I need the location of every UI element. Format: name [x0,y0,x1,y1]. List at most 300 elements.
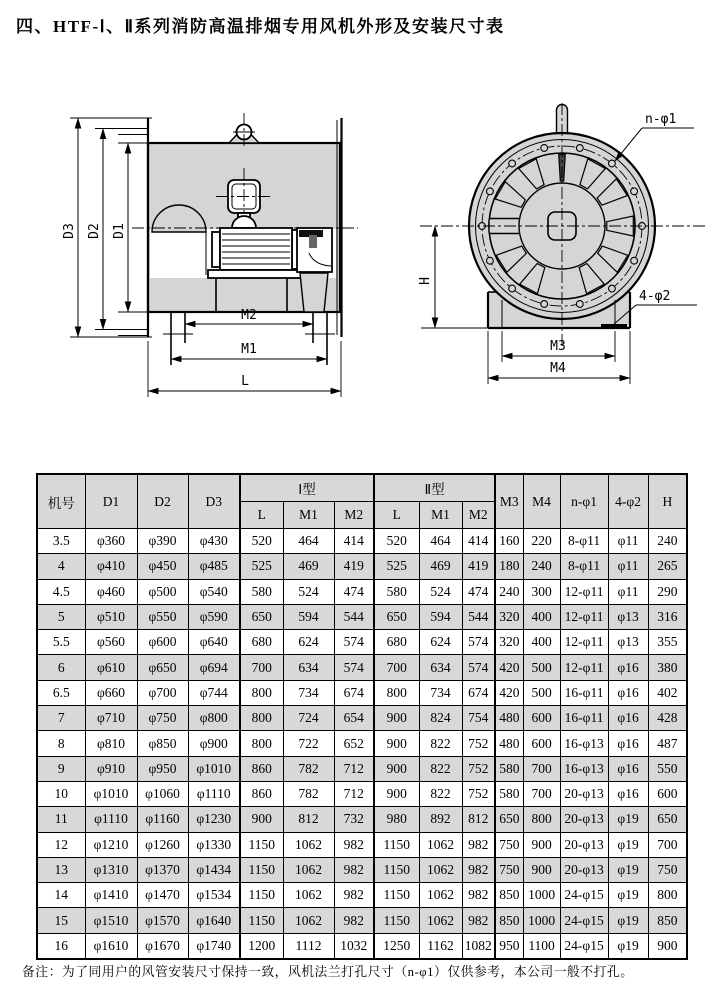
header-d2: D2 [137,474,188,529]
table-cell: 634 [419,655,462,680]
table-cell: 782 [283,756,334,781]
table-cell: φ710 [85,706,137,731]
table-cell: 1150 [374,908,419,933]
table-cell: 850 [648,908,687,933]
table-cell: 700 [240,655,283,680]
table-cell: 474 [462,579,495,604]
table-cell: φ1670 [137,933,188,959]
table-cell: 400 [523,604,560,629]
table-cell: 414 [334,529,374,554]
table-cell: 525 [240,554,283,579]
table-cell: 20-φ13 [560,807,608,832]
header-d3: D3 [188,474,240,529]
table-cell: 580 [374,579,419,604]
table-cell: 3.5 [37,529,85,554]
table-cell: 900 [523,832,560,857]
table-cell: φ16 [608,706,648,731]
table-cell: 574 [334,655,374,680]
table-row [37,933,687,959]
table-cell: φ1434 [188,857,240,882]
table-cell: 355 [648,630,687,655]
table-cell: 700 [523,781,560,806]
table-cell: 580 [495,756,523,781]
header-type2-l: L [374,502,419,529]
table-cell: 580 [495,781,523,806]
table-cell: 12 [37,832,85,857]
table-row [37,680,687,705]
table-cell: 5.5 [37,630,85,655]
table-cell: 722 [283,731,334,756]
table-cell: 1200 [240,933,283,959]
table-cell: 1062 [419,908,462,933]
table-cell: φ1010 [85,781,137,806]
table-cell: 680 [240,630,283,655]
table-cell: 1062 [283,832,334,857]
table-cell: 20-φ13 [560,832,608,857]
table-cell: 464 [419,529,462,554]
table-row [37,706,687,731]
dimension-table [36,473,688,960]
table-cell: φ19 [608,857,648,882]
header-model: 机号 [37,474,85,529]
table-cell: 480 [495,706,523,731]
table-cell: 800 [240,680,283,705]
table-cell: 1162 [419,933,462,959]
header-type1-l: L [240,502,283,529]
table-cell: φ13 [608,604,648,629]
table-cell: φ1110 [85,807,137,832]
table-row [37,908,687,933]
table-cell: 520 [240,529,283,554]
table-cell: φ1740 [188,933,240,959]
table-cell: 1150 [240,857,283,882]
table-cell: 402 [648,680,687,705]
table-cell: 550 [648,756,687,781]
table-cell: φ950 [137,756,188,781]
table-cell: 900 [374,781,419,806]
bolt-hole [541,145,548,152]
table-cell: 892 [419,807,462,832]
table-cell: 320 [495,630,523,655]
table-cell: 950 [495,933,523,959]
table-cell: 674 [462,680,495,705]
table-cell: 1000 [523,908,560,933]
table-cell: 594 [419,604,462,629]
table-cell: φ1470 [137,883,188,908]
table-cell: φ19 [608,807,648,832]
table-cell: 1150 [374,832,419,857]
table-row [37,756,687,781]
dim-label-d2: D2 [87,223,102,239]
table-cell: 1062 [419,832,462,857]
table-cell: 580 [240,579,283,604]
table-cell: φ1510 [85,908,137,933]
bolt-hole [609,285,616,292]
table-cell: 754 [462,706,495,731]
header-d1: D1 [85,474,137,529]
table-cell: 10 [37,781,85,806]
table-cell: 812 [283,807,334,832]
table-cell: 419 [334,554,374,579]
table-cell: 544 [462,604,495,629]
table-cell: 900 [374,756,419,781]
table-row [37,655,687,680]
table-cell: 400 [523,630,560,655]
table-cell: φ13 [608,630,648,655]
header-type1: Ⅰ型 [240,474,374,502]
table-cell: 752 [462,731,495,756]
side-view-drawing [62,113,358,397]
table-cell: 4 [37,554,85,579]
table-cell: 600 [648,781,687,806]
table-cell: 428 [648,706,687,731]
table-cell: 812 [462,807,495,832]
table-cell: 680 [374,630,419,655]
table-cell: 982 [334,832,374,857]
table-cell: 500 [523,655,560,680]
table-cell: 982 [462,832,495,857]
table-cell: φ800 [188,706,240,731]
table-cell: 752 [462,781,495,806]
table-cell: 700 [523,756,560,781]
table-cell: 520 [374,529,419,554]
table-cell: 1082 [462,933,495,959]
table-row [37,883,687,908]
table-cell: 1032 [334,933,374,959]
table-cell: φ19 [608,883,648,908]
table-cell: 240 [648,529,687,554]
table-cell: 800 [374,680,419,705]
table-row [37,604,687,629]
table-cell: 487 [648,731,687,756]
table-cell: 982 [462,857,495,882]
table-cell: 16-φ11 [560,680,608,705]
table-cell: φ11 [608,579,648,604]
table-cell: 800 [240,706,283,731]
table-cell: 16-φ13 [560,731,608,756]
table-cell: 420 [495,680,523,705]
table-cell: φ430 [188,529,240,554]
table-cell: 594 [283,604,334,629]
table-cell: 1062 [419,883,462,908]
table-cell: 600 [523,706,560,731]
table-cell: 1150 [240,832,283,857]
table-cell: 24-φ15 [560,933,608,959]
table-cell: 6.5 [37,680,85,705]
table-cell: 464 [283,529,334,554]
table-cell: 1000 [523,883,560,908]
table-cell: 524 [419,579,462,604]
table-row [37,579,687,604]
table-cell: 800 [240,731,283,756]
header-type2: Ⅱ型 [374,474,495,502]
label-base-holes: 4-φ2 [639,289,671,304]
table-cell: 1150 [240,883,283,908]
table-cell: 1062 [419,857,462,882]
table-cell: 24-φ15 [560,883,608,908]
table-row [37,857,687,882]
table-cell: 674 [334,680,374,705]
table-cell: 982 [334,908,374,933]
table-cell: φ1230 [188,807,240,832]
table-cell: 290 [648,579,687,604]
table-cell: 1062 [283,857,334,882]
table-cell: 900 [240,807,283,832]
table-cell: φ1310 [85,857,137,882]
table-cell: 8-φ11 [560,554,608,579]
table-cell: φ560 [85,630,137,655]
label-flange-holes: n-φ1 [645,112,677,127]
table-cell: 822 [419,756,462,781]
table-cell: 469 [283,554,334,579]
table-cell: 524 [283,579,334,604]
table-cell: 700 [374,655,419,680]
table-cell: 12-φ11 [560,630,608,655]
table-cell: 8-φ11 [560,529,608,554]
table-cell: φ16 [608,680,648,705]
bolt-hole [609,160,616,167]
table-cell: φ750 [137,706,188,731]
table-cell: 732 [334,807,374,832]
table-cell: 724 [283,706,334,731]
table-cell: φ11 [608,529,648,554]
bolt-hole [487,257,494,264]
table-cell: 900 [523,857,560,882]
table-cell: 16 [37,933,85,959]
table-cell: 1062 [283,883,334,908]
table-cell: φ600 [137,630,188,655]
table-cell: φ16 [608,731,648,756]
table-cell: 380 [648,655,687,680]
table-cell: φ650 [137,655,188,680]
page-title: 四、HTF-Ⅰ、Ⅱ系列消防高温排烟专用风机外形及安装尺寸表 [16,17,505,36]
table-cell: 1250 [374,933,419,959]
table-cell: 480 [495,731,523,756]
table-cell: φ1610 [85,933,137,959]
table-cell: φ1570 [137,908,188,933]
table-row [37,807,687,832]
table-cell: 982 [334,857,374,882]
table-cell: φ660 [85,680,137,705]
table-cell: 24-φ15 [560,908,608,933]
header-type1-m1: M1 [283,502,334,529]
table-cell: φ540 [188,579,240,604]
table-cell: 650 [648,807,687,832]
table-cell: 469 [419,554,462,579]
table-cell: φ1010 [188,756,240,781]
table-cell: φ19 [608,832,648,857]
table-cell: φ1410 [85,883,137,908]
table-cell: 12-φ11 [560,579,608,604]
table-cell: φ640 [188,630,240,655]
table-cell: 574 [334,630,374,655]
table-cell: 1100 [523,933,560,959]
table-cell: 544 [334,604,374,629]
table-cell: 652 [334,731,374,756]
table-cell: 525 [374,554,419,579]
table-cell: φ694 [188,655,240,680]
table-cell: 982 [334,883,374,908]
table-cell: φ500 [137,579,188,604]
dim-label-d3: D3 [62,223,77,239]
table-cell: 8 [37,731,85,756]
table-cell: φ1534 [188,883,240,908]
table-cell: 982 [462,908,495,933]
table-cell: φ1060 [137,781,188,806]
table-cell: φ510 [85,604,137,629]
table-cell: 240 [523,554,560,579]
table-cell: φ16 [608,781,648,806]
table-cell: φ360 [85,529,137,554]
table-cell: 734 [419,680,462,705]
table-row [37,554,687,579]
table-cell: 734 [283,680,334,705]
table-cell: 1150 [374,857,419,882]
table-cell: φ460 [85,579,137,604]
table-cell: 634 [283,655,334,680]
table-cell: φ810 [85,731,137,756]
table-cell: 650 [240,604,283,629]
table-cell: φ410 [85,554,137,579]
table-cell: 11 [37,807,85,832]
table-cell: 420 [495,655,523,680]
header-m3: M3 [495,474,523,529]
table-cell: 752 [462,756,495,781]
table-cell: 20-φ13 [560,857,608,882]
table-cell: 300 [523,579,560,604]
table-cell: 16-φ11 [560,706,608,731]
table-cell: φ610 [85,655,137,680]
table-cell: φ1160 [137,807,188,832]
table-cell: φ700 [137,680,188,705]
bolt-hole [541,301,548,308]
table-cell: 860 [240,756,283,781]
table-cell: 900 [648,933,687,959]
header-n-phi1: n-φ1 [560,474,608,529]
table-cell: 4.5 [37,579,85,604]
table-cell: 6 [37,655,85,680]
table-cell: 180 [495,554,523,579]
table-cell: 474 [334,579,374,604]
table-cell: 1112 [283,933,334,959]
table-cell: 860 [240,781,283,806]
table-row [37,630,687,655]
table-cell: φ16 [608,756,648,781]
table-cell: φ550 [137,604,188,629]
table-cell: 13 [37,857,85,882]
table-row [37,529,687,554]
table-cell: 624 [283,630,334,655]
table-cell: 624 [419,630,462,655]
header-type2-m1: M1 [419,502,462,529]
bolt-hole [576,145,583,152]
table-cell: 574 [462,655,495,680]
dimension-table-body [37,529,687,960]
table-cell: φ19 [608,933,648,959]
outlet-guide [297,228,332,272]
table-cell: 600 [523,731,560,756]
table-cell: φ1330 [188,832,240,857]
table-cell: 900 [374,731,419,756]
table-cell: φ590 [188,604,240,629]
dim-label-m3: M3 [550,339,566,354]
table-cell: 782 [283,781,334,806]
table-cell: 822 [419,781,462,806]
dim-label-m4: M4 [550,361,566,376]
table-cell: 800 [523,807,560,832]
table-cell: 14 [37,883,85,908]
bolt-hole [631,188,638,195]
table-cell: φ910 [85,756,137,781]
bolt-hole [576,301,583,308]
table-cell: 750 [495,832,523,857]
table-row [37,731,687,756]
table-cell: 750 [495,857,523,882]
table-cell: φ1370 [137,857,188,882]
table-cell: φ1640 [188,908,240,933]
table-cell: 654 [334,706,374,731]
table-cell: 800 [648,883,687,908]
table-cell: φ1110 [188,781,240,806]
table-cell: 824 [419,706,462,731]
header-h: H [648,474,687,529]
dim-label-m2: M2 [241,308,257,323]
bolt-hole [631,257,638,264]
table-cell: 1150 [374,883,419,908]
support-bracket [300,273,328,312]
table-cell: 15 [37,908,85,933]
table-row [37,781,687,806]
table-cell: 220 [523,529,560,554]
table-cell: 12-φ11 [560,655,608,680]
table-header [37,474,687,529]
footnote: 备注：为了同用户的风管安装尺寸保持一致，风机法兰打孔尺寸（n-φ1）仅供参考，本公司一般不打孔。 [22,965,634,979]
table-cell: 822 [419,731,462,756]
table-cell: φ19 [608,908,648,933]
technical-drawings [0,85,718,470]
header-4-phi2: 4-φ2 [608,474,648,529]
table-cell: φ850 [137,731,188,756]
table-cell: φ485 [188,554,240,579]
table-cell: 240 [495,579,523,604]
table-cell: φ1260 [137,832,188,857]
bolt-hole [509,160,516,167]
dim-label-l: L [241,374,249,389]
dim-label-h: H [418,277,433,285]
table-cell: 750 [648,857,687,882]
header-type1-m2: M2 [334,502,374,529]
dim-label-d1: D1 [112,223,127,239]
header-m4: M4 [523,474,560,529]
table-cell: 265 [648,554,687,579]
table-cell: 419 [462,554,495,579]
table-cell: 1150 [240,908,283,933]
table-cell: 712 [334,781,374,806]
header-type2-m2: M2 [462,502,495,529]
table-cell: 574 [462,630,495,655]
table-cell: φ744 [188,680,240,705]
table-cell: 982 [462,883,495,908]
table-cell: 160 [495,529,523,554]
table-cell: 850 [495,883,523,908]
table-cell: 20-φ13 [560,781,608,806]
bolt-hole [487,188,494,195]
table-cell: 9 [37,756,85,781]
front-view-drawing [418,103,706,384]
table-cell: 1062 [283,908,334,933]
table-cell: 16-φ13 [560,756,608,781]
table-cell: 7 [37,706,85,731]
